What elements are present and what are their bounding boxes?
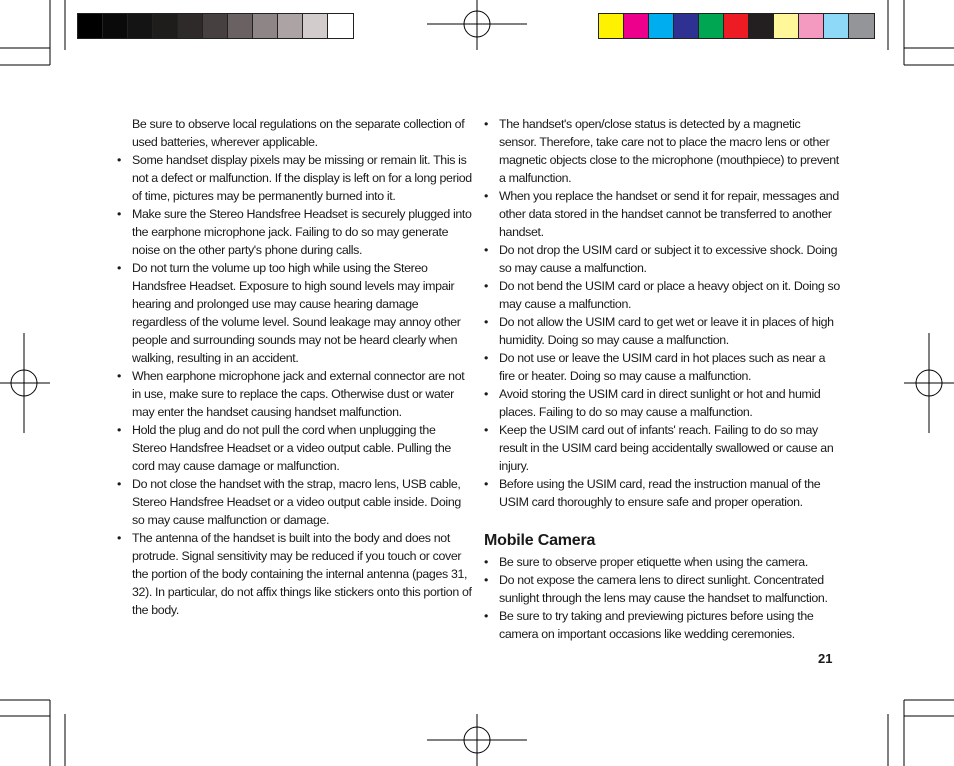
list-item <box>117 151 472 205</box>
list-item-text: Keep the USIM card out of infants' reach. Failing to do so may result in the USIM card being accidentally swallowed or cause an injury. <box>499 423 834 473</box>
color-swatch <box>849 14 874 38</box>
right-bullet-list <box>484 115 840 511</box>
registration-target-right <box>904 333 954 433</box>
left-bullet-list <box>117 151 472 619</box>
list-item <box>484 421 840 475</box>
registration-target-bottom <box>427 714 527 766</box>
section-heading-mobile-camera: Mobile Camera <box>484 532 596 549</box>
list-item <box>117 367 472 421</box>
bullet-icon: • <box>117 369 121 383</box>
list-item-text: Make sure the Stereo Handsfree Headset is securely plugged into the earphone microphone jack. Failing to do so may generate noise on the other party's phone during calls. <box>132 207 472 257</box>
color-swatch <box>824 14 849 38</box>
bullet-icon: • <box>117 153 121 167</box>
list-item-text: When earphone microphone jack and external connector are not in use, make sure to replace the caps. Otherwise dust or water may enter the handset causing handset malfunction. <box>132 369 465 419</box>
list-item-text: Be sure to try taking and previewing pictures before using the camera on important occasions like wedding ceremonies. <box>499 609 814 641</box>
list-item-text: Do not turn the volume up too high while using the Stereo Handsfree Headset. Exposure to high sound levels may impair hearing and prolonged use may cause hearing damage regardless of the volume level. Sound leakage may annoy other people and surrounding sounds may not be heard clearly when walking, resulting in an accident. <box>132 261 461 365</box>
page-number: 21 <box>818 651 833 666</box>
list-item-text: Do not expose the camera lens to direct sunlight. Concentrated sunlight through the lens may cause the handset to malfunction. <box>499 573 828 605</box>
bullet-icon: • <box>117 207 121 221</box>
process-color-bar <box>598 13 875 39</box>
list-item <box>484 385 840 421</box>
list-item-text: The antenna of the handset is built into the body and does not protrude. Signal sensitivity may be reduced if you touch or cover the portion of the body containing the internal antenna (pages 31, 32). In particular, do not affix things like stickers onto this portion of the body. <box>132 531 472 617</box>
gray-swatch <box>303 14 328 38</box>
list-item <box>484 571 840 607</box>
list-item <box>484 349 840 385</box>
color-swatch <box>624 14 649 38</box>
bullet-icon: • <box>484 243 488 257</box>
color-swatch <box>749 14 774 38</box>
bullet-icon: • <box>117 261 121 275</box>
list-item-text: Some handset display pixels may be missing or remain lit. This is not a defect or malfunction. If the display is left on for a long period of time, pictures may be permanently burned into it. <box>132 153 472 203</box>
color-swatch <box>599 14 624 38</box>
list-item <box>117 421 472 475</box>
list-item <box>117 259 472 367</box>
left-column <box>117 115 472 619</box>
bullet-icon: • <box>484 315 488 329</box>
color-swatch <box>774 14 799 38</box>
gray-swatch <box>78 14 103 38</box>
bullet-icon: • <box>117 423 121 437</box>
list-item <box>117 475 472 529</box>
list-item <box>484 277 840 313</box>
right-column <box>484 115 840 643</box>
bullet-icon: • <box>484 117 488 131</box>
gray-swatch <box>253 14 278 38</box>
list-item-text: Before using the USIM card, read the instruction manual of the USIM card thoroughly to ensure safe and proper operation. <box>499 477 821 509</box>
gray-swatch <box>128 14 153 38</box>
registration-target-top <box>427 0 527 50</box>
crop-mark-bottom-right <box>888 700 954 766</box>
list-item-text: Do not drop the USIM card or subject it to excessive shock. Doing so may cause a malfunction. <box>499 243 838 275</box>
list-item <box>484 313 840 349</box>
gray-swatch <box>153 14 178 38</box>
crop-mark-bottom-left <box>0 700 65 766</box>
grayscale-color-bar <box>77 13 354 39</box>
list-item <box>484 241 840 277</box>
bullet-icon: • <box>117 477 121 491</box>
crop-mark-top-right <box>888 0 954 65</box>
bullet-icon: • <box>484 189 488 203</box>
crop-mark-top-left <box>0 0 65 65</box>
gray-swatch <box>328 14 353 38</box>
bullet-icon: • <box>484 423 488 437</box>
color-swatch <box>674 14 699 38</box>
continued-paragraph: Be sure to observe local regulations on the separate collection of used batteries, wherever applicable. <box>132 117 465 149</box>
list-item <box>484 553 840 571</box>
registration-target-left <box>0 333 50 433</box>
camera-bullet-list <box>484 553 840 643</box>
bullet-icon: • <box>484 351 488 365</box>
list-item <box>117 205 472 259</box>
bullet-icon: • <box>484 555 488 569</box>
list-item-text: Avoid storing the USIM card in direct sunlight or hot and humid places. Failing to do so may cause a malfunction. <box>499 387 821 419</box>
list-item-text: Be sure to observe proper etiquette when using the camera. <box>499 555 808 569</box>
list-item <box>484 475 840 511</box>
bullet-icon: • <box>484 477 488 491</box>
list-item-text: When you replace the handset or send it for repair, messages and other data stored in the handset cannot be transferred to another handset. <box>499 189 839 239</box>
bullet-icon: • <box>484 609 488 623</box>
list-item <box>484 115 840 187</box>
bullet-icon: • <box>484 279 488 293</box>
list-item <box>484 187 840 241</box>
gray-swatch <box>203 14 228 38</box>
list-item-text: The handset's open/close status is detected by a magnetic sensor. Therefore, take care not to place the macro lens or other magnetic objects close to the microphone (mouthpiece) to prevent a malfunction. <box>499 117 839 185</box>
list-item-text: Do not bend the USIM card or place a heavy object on it. Doing so may cause a malfunction. <box>499 279 840 311</box>
gray-swatch <box>278 14 303 38</box>
gray-swatch <box>178 14 203 38</box>
color-swatch <box>724 14 749 38</box>
bullet-icon: • <box>117 531 121 545</box>
color-swatch <box>799 14 824 38</box>
list-item-text: Do not use or leave the USIM card in hot places such as near a fire or heater. Doing so may cause a malfunction. <box>499 351 826 383</box>
bullet-icon: • <box>484 387 488 401</box>
color-swatch <box>699 14 724 38</box>
list-item-text: Hold the plug and do not pull the cord when unplugging the Stereo Handsfree Headset or a video output cable. Pulling the cord may cause damage or malfunction. <box>132 423 451 473</box>
list-item-text: Do not close the handset with the strap, macro lens, USB cable, Stereo Handsfree Headset or a video output cable inside. Doing so may cause malfunction or damage. <box>132 477 461 527</box>
list-item <box>484 607 840 643</box>
gray-swatch <box>228 14 253 38</box>
bullet-icon: • <box>484 573 488 587</box>
list-item-text: Do not allow the USIM card to get wet or leave it in places of high humidity. Doing so may cause a malfunction. <box>499 315 834 347</box>
gray-swatch <box>103 14 128 38</box>
list-item <box>117 529 472 619</box>
color-swatch <box>649 14 674 38</box>
